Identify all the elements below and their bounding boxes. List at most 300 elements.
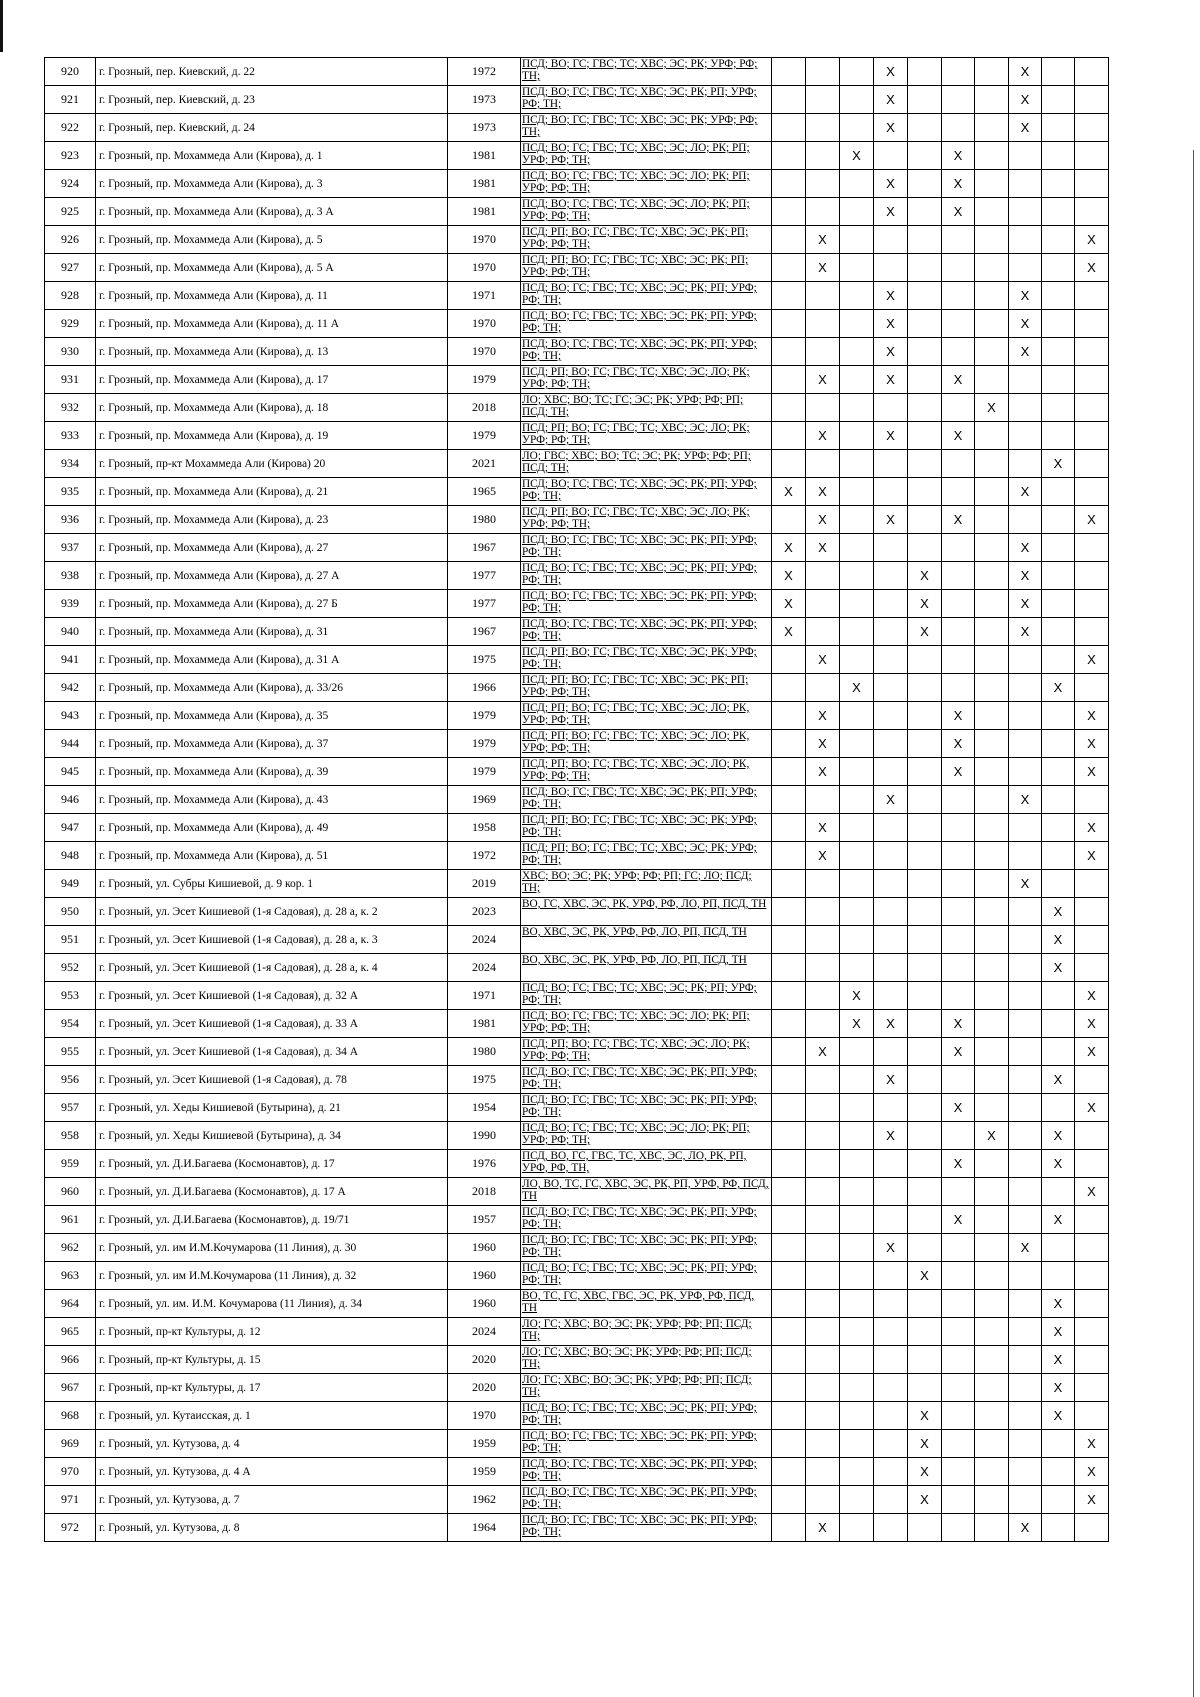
build-year: 1958 xyxy=(448,814,521,842)
work-mark-cell xyxy=(942,338,975,366)
work-mark-cell xyxy=(908,674,942,702)
work-mark-cell xyxy=(942,282,975,310)
row-number: 928 xyxy=(45,282,96,310)
work-mark-cell xyxy=(1009,898,1042,926)
work-mark-cell xyxy=(1009,1318,1042,1346)
work-mark-cell xyxy=(1009,226,1042,254)
work-mark-cell xyxy=(908,450,942,478)
work-mark-cell: X xyxy=(1075,730,1109,758)
work-mark-cell: X xyxy=(1009,786,1042,814)
work-mark-cell xyxy=(772,198,806,226)
work-mark-cell xyxy=(806,282,840,310)
work-mark-cell xyxy=(908,422,942,450)
work-mark-cell xyxy=(840,814,874,842)
row-number: 948 xyxy=(45,842,96,870)
table-row xyxy=(45,254,1109,282)
building-address: г. Грозный, пр. Мохаммеда Али (Кирова), д. 49 xyxy=(96,814,448,842)
service-list: ПСД; ВО; ГС; ГВС; ТС; ХВС; ЭС; РК; РП; УРФ; РФ; ТН; xyxy=(521,1486,772,1514)
work-mark-cell xyxy=(772,58,806,86)
work-mark-cell: X xyxy=(806,534,840,562)
build-year: 2018 xyxy=(448,1178,521,1206)
service-list: ПСД; ВО; ГС; ГВС; ТС; ХВС; ЭС; РК; РП; УРФ; РФ; ТН; xyxy=(521,282,772,310)
work-mark-cell xyxy=(1075,478,1109,506)
work-mark-cell xyxy=(840,534,874,562)
work-mark-cell: X xyxy=(1075,646,1109,674)
work-mark-cell xyxy=(908,758,942,786)
table-row xyxy=(45,1430,1109,1458)
work-mark-cell: X xyxy=(874,58,908,86)
build-year: 1973 xyxy=(448,114,521,142)
work-mark-cell xyxy=(840,758,874,786)
work-mark-cell: X xyxy=(942,142,975,170)
build-year: 1979 xyxy=(448,366,521,394)
table-row xyxy=(45,786,1109,814)
row-number: 924 xyxy=(45,170,96,198)
service-list: ПСД; ВО; ГС; ГВС; ТС; ХВС; ЭС; РК; УРФ; РФ; ТН; xyxy=(521,114,772,142)
building-address: г. Грозный, пр-кт Культуры, д. 12 xyxy=(96,1318,448,1346)
row-number: 930 xyxy=(45,338,96,366)
work-mark-cell: X xyxy=(942,198,975,226)
work-mark-cell xyxy=(1075,86,1109,114)
work-mark-cell xyxy=(840,1486,874,1514)
work-mark-cell: X xyxy=(1009,618,1042,646)
table-row xyxy=(45,142,1109,170)
work-mark-cell xyxy=(806,562,840,590)
work-mark-cell xyxy=(908,926,942,954)
service-list: ПСД; РП; ВО; ГС; ГВС; ТС; ХВС; ЭС; ЛО; РК, УРФ; РФ; ТН; xyxy=(521,702,772,730)
work-mark-cell xyxy=(1042,758,1075,786)
work-mark-cell xyxy=(908,1206,942,1234)
table-row xyxy=(45,1318,1109,1346)
row-number: 964 xyxy=(45,1290,96,1318)
row-number: 933 xyxy=(45,422,96,450)
work-mark-cell xyxy=(840,646,874,674)
work-mark-cell: X xyxy=(942,170,975,198)
work-mark-cell xyxy=(1009,506,1042,534)
work-mark-cell xyxy=(908,366,942,394)
work-mark-cell xyxy=(975,366,1009,394)
build-year: 1980 xyxy=(448,1038,521,1066)
row-number: 939 xyxy=(45,590,96,618)
row-number: 953 xyxy=(45,982,96,1010)
work-mark-cell xyxy=(975,926,1009,954)
work-mark-cell xyxy=(1042,1486,1075,1514)
work-mark-cell: X xyxy=(942,366,975,394)
work-mark-cell xyxy=(772,86,806,114)
work-mark-cell xyxy=(908,954,942,982)
work-mark-cell xyxy=(840,590,874,618)
service-list: ЛО; ГС; ХВС; ВО; ЭС; РК; УРФ; РФ; РП; ПСД; ТН; xyxy=(521,1346,772,1374)
service-list: ПСД; ВО; ГС; ГВС; ТС; ХВС; ЭС; РК; РП; УРФ; РФ; ТН; xyxy=(521,786,772,814)
work-mark-cell xyxy=(1075,1514,1109,1542)
work-mark-cell xyxy=(1009,1178,1042,1206)
work-mark-cell xyxy=(874,1402,908,1430)
work-mark-cell xyxy=(840,198,874,226)
work-mark-cell: X xyxy=(942,1094,975,1122)
service-list: ПСД; ВО; ГС; ГВС; ТС; ХВС; ЭС; РК; РП; УРФ; РФ; ТН; xyxy=(521,1094,772,1122)
row-number: 921 xyxy=(45,86,96,114)
work-mark-cell: X xyxy=(874,114,908,142)
work-mark-cell xyxy=(840,310,874,338)
build-year: 1981 xyxy=(448,142,521,170)
work-mark-cell xyxy=(874,982,908,1010)
building-address: г. Грозный, пр. Мохаммеда Али (Кирова), д. 18 xyxy=(96,394,448,422)
work-mark-cell: X xyxy=(1075,982,1109,1010)
work-mark-cell: X xyxy=(942,422,975,450)
work-mark-cell xyxy=(908,730,942,758)
building-address: г. Грозный, пр. Мохаммеда Али (Кирова), д. 27 Б xyxy=(96,590,448,618)
row-number: 936 xyxy=(45,506,96,534)
work-mark-cell xyxy=(806,1430,840,1458)
build-year: 2021 xyxy=(448,450,521,478)
work-mark-cell xyxy=(975,618,1009,646)
work-mark-cell xyxy=(772,1234,806,1262)
building-address: г. Грозный, пр. Мохаммеда Али (Кирова), д. 35 xyxy=(96,702,448,730)
work-mark-cell xyxy=(1042,1010,1075,1038)
work-mark-cell: X xyxy=(1075,1038,1109,1066)
work-mark-cell: X xyxy=(1075,506,1109,534)
table-row xyxy=(45,1486,1109,1514)
work-mark-cell: X xyxy=(772,478,806,506)
work-mark-cell xyxy=(908,1178,942,1206)
work-mark-cell xyxy=(1042,142,1075,170)
work-mark-cell xyxy=(975,758,1009,786)
work-mark-cell xyxy=(874,1486,908,1514)
work-mark-cell xyxy=(772,282,806,310)
work-mark-cell xyxy=(806,1234,840,1262)
work-mark-cell xyxy=(1075,618,1109,646)
work-mark-cell xyxy=(975,1318,1009,1346)
work-mark-cell xyxy=(772,1514,806,1542)
work-mark-cell: X xyxy=(874,86,908,114)
work-mark-cell xyxy=(975,562,1009,590)
work-mark-cell xyxy=(1009,422,1042,450)
work-mark-cell: X xyxy=(942,1150,975,1178)
work-mark-cell xyxy=(975,254,1009,282)
work-mark-cell: X xyxy=(1009,590,1042,618)
work-mark-cell xyxy=(874,478,908,506)
service-list: ПСД; РП; ВО; ГС; ГВС; ТС; ХВС; ЭС; РК; УРФ; РФ; ТН; xyxy=(521,842,772,870)
work-mark-cell xyxy=(975,590,1009,618)
work-mark-cell xyxy=(874,730,908,758)
building-address: г. Грозный, пр. Мохаммеда Али (Кирова), д. 43 xyxy=(96,786,448,814)
work-mark-cell xyxy=(1042,842,1075,870)
building-address: г. Грозный, пр. Мохаммеда Али (Кирова), д. 3 А xyxy=(96,198,448,226)
service-list: ЛО; ГС; ХВС; ВО; ЭС; РК; УРФ; РФ; РП; ПСД; ТН; xyxy=(521,1318,772,1346)
work-mark-cell xyxy=(1009,1150,1042,1178)
work-mark-cell xyxy=(1009,394,1042,422)
work-mark-cell xyxy=(942,1402,975,1430)
table-row xyxy=(45,1010,1109,1038)
work-mark-cell: X xyxy=(1042,1290,1075,1318)
work-mark-cell xyxy=(874,254,908,282)
service-list: ПСД; ВО; ГС; ГВС; ТС; ХВС; ЭС; РК; РП; УРФ; РФ; ТН; xyxy=(521,1458,772,1486)
work-mark-cell xyxy=(975,814,1009,842)
work-mark-cell xyxy=(908,534,942,562)
registry-body xyxy=(45,58,1109,1542)
work-mark-cell xyxy=(908,86,942,114)
work-mark-cell: X xyxy=(1042,898,1075,926)
work-mark-cell xyxy=(1009,142,1042,170)
work-mark-cell xyxy=(1075,394,1109,422)
table-row xyxy=(45,198,1109,226)
work-mark-cell xyxy=(1042,1262,1075,1290)
work-mark-cell xyxy=(1042,982,1075,1010)
work-mark-cell xyxy=(1075,58,1109,86)
work-mark-cell xyxy=(840,898,874,926)
work-mark-cell xyxy=(840,702,874,730)
service-list: ЛО; ХВС; ВО; ТС; ГС; ЭС; РК; УРФ; РФ; РП; ПСД; ТН; xyxy=(521,394,772,422)
work-mark-cell xyxy=(772,758,806,786)
work-mark-cell xyxy=(840,478,874,506)
work-mark-cell: X xyxy=(874,366,908,394)
work-mark-cell xyxy=(772,1010,806,1038)
work-mark-cell: X xyxy=(1042,954,1075,982)
building-address: г. Грозный, пр. Мохаммеда Али (Кирова), д. 11 А xyxy=(96,310,448,338)
work-mark-cell xyxy=(975,1150,1009,1178)
work-mark-cell xyxy=(806,1066,840,1094)
work-mark-cell xyxy=(975,730,1009,758)
work-mark-cell xyxy=(874,1150,908,1178)
work-mark-cell xyxy=(975,1234,1009,1262)
table-row xyxy=(45,478,1109,506)
build-year: 1967 xyxy=(448,618,521,646)
building-address: г. Грозный, пр. Мохаммеда Али (Кирова), д. 31 А xyxy=(96,646,448,674)
work-mark-cell xyxy=(975,478,1009,506)
build-year: 1990 xyxy=(448,1122,521,1150)
work-mark-cell xyxy=(975,870,1009,898)
row-number: 962 xyxy=(45,1234,96,1262)
row-number: 967 xyxy=(45,1374,96,1402)
work-mark-cell xyxy=(772,786,806,814)
service-list: ПСД; ВО; ГС; ГВС; ТС; ХВС; ЭС; РК; РП; УРФ; РФ; ТН; xyxy=(521,1514,772,1542)
service-list: ПСД; ВО; ГС; ГВС; ТС; ХВС; ЭС; РК; РП; УРФ; РФ; ТН; xyxy=(521,590,772,618)
service-list: ВО, ГС, ХВС, ЭС, РК, УРФ, РФ, ЛО, РП, ПСД, ТН xyxy=(521,898,772,926)
work-mark-cell: X xyxy=(908,1430,942,1458)
work-mark-cell: X xyxy=(874,422,908,450)
work-mark-cell xyxy=(1075,1262,1109,1290)
row-number: 941 xyxy=(45,646,96,674)
build-year: 2020 xyxy=(448,1346,521,1374)
row-number: 963 xyxy=(45,1262,96,1290)
row-number: 929 xyxy=(45,310,96,338)
table-row xyxy=(45,394,1109,422)
work-mark-cell xyxy=(975,282,1009,310)
table-row xyxy=(45,1066,1109,1094)
work-mark-cell xyxy=(874,1430,908,1458)
work-mark-cell: X xyxy=(1075,1486,1109,1514)
work-mark-cell xyxy=(772,702,806,730)
work-mark-cell xyxy=(772,394,806,422)
work-mark-cell xyxy=(806,1458,840,1486)
work-mark-cell: X xyxy=(942,1038,975,1066)
work-mark-cell xyxy=(840,786,874,814)
table-row xyxy=(45,982,1109,1010)
table-row xyxy=(45,1038,1109,1066)
work-mark-cell: X xyxy=(1042,1066,1075,1094)
work-mark-cell: X xyxy=(806,506,840,534)
building-address: г. Грозный, пр. Мохаммеда Али (Кирова), д. 51 xyxy=(96,842,448,870)
work-mark-cell xyxy=(806,1318,840,1346)
work-mark-cell: X xyxy=(874,198,908,226)
work-mark-cell xyxy=(975,982,1009,1010)
row-number: 965 xyxy=(45,1318,96,1346)
work-mark-cell xyxy=(1075,1066,1109,1094)
service-list: ПСД; ВО; ГС; ГВС; ТС; ХВС; ЭС; ЛО; РК; РП; УРФ; РФ; ТН; xyxy=(521,142,772,170)
work-mark-cell xyxy=(806,1486,840,1514)
building-address: г. Грозный, пр. Мохаммеда Али (Кирова), д. 1 xyxy=(96,142,448,170)
work-mark-cell xyxy=(1075,282,1109,310)
work-mark-cell xyxy=(1009,170,1042,198)
work-mark-cell: X xyxy=(1075,1458,1109,1486)
work-mark-cell xyxy=(806,786,840,814)
work-mark-cell xyxy=(840,562,874,590)
work-mark-cell xyxy=(1009,1094,1042,1122)
work-mark-cell xyxy=(975,58,1009,86)
build-year: 1960 xyxy=(448,1262,521,1290)
work-mark-cell xyxy=(874,142,908,170)
work-mark-cell xyxy=(806,1374,840,1402)
work-mark-cell xyxy=(806,1150,840,1178)
work-mark-cell xyxy=(1075,338,1109,366)
work-mark-cell xyxy=(975,450,1009,478)
work-mark-cell xyxy=(806,1178,840,1206)
work-mark-cell xyxy=(908,814,942,842)
row-number: 957 xyxy=(45,1094,96,1122)
work-mark-cell: X xyxy=(772,534,806,562)
building-address: г. Грозный, пр. Мохаммеда Али (Кирова), д. 11 xyxy=(96,282,448,310)
work-mark-cell xyxy=(1075,1206,1109,1234)
work-mark-cell xyxy=(874,1458,908,1486)
row-number: 942 xyxy=(45,674,96,702)
work-mark-cell xyxy=(908,310,942,338)
service-list: ПСД; РП; ВО; ГС; ГВС; ТС; ХВС; ЭС; ЛО; РК, УРФ; РФ; ТН; xyxy=(521,758,772,786)
work-mark-cell xyxy=(942,1066,975,1094)
service-list: ВО, ХВС, ЭС, РК, УРФ, РФ, ЛО, РП, ПСД, ТН xyxy=(521,954,772,982)
building-address: г. Грозный, ул. Кутузова, д. 7 xyxy=(96,1486,448,1514)
work-mark-cell xyxy=(772,1346,806,1374)
work-mark-cell: X xyxy=(1009,86,1042,114)
work-mark-cell xyxy=(840,1458,874,1486)
work-mark-cell xyxy=(772,1038,806,1066)
table-row xyxy=(45,814,1109,842)
work-mark-cell xyxy=(1075,870,1109,898)
work-mark-cell xyxy=(908,1094,942,1122)
build-year: 1977 xyxy=(448,590,521,618)
work-mark-cell: X xyxy=(806,702,840,730)
row-number: 956 xyxy=(45,1066,96,1094)
work-mark-cell xyxy=(874,562,908,590)
build-year: 1972 xyxy=(448,58,521,86)
work-mark-cell xyxy=(806,170,840,198)
work-mark-cell xyxy=(942,1122,975,1150)
work-mark-cell: X xyxy=(1042,1374,1075,1402)
row-number: 926 xyxy=(45,226,96,254)
work-mark-cell xyxy=(772,338,806,366)
work-mark-cell xyxy=(1075,1318,1109,1346)
row-number: 969 xyxy=(45,1430,96,1458)
table-row xyxy=(45,1122,1109,1150)
work-mark-cell xyxy=(975,226,1009,254)
work-mark-cell xyxy=(1042,562,1075,590)
work-mark-cell: X xyxy=(1042,1206,1075,1234)
row-number: 925 xyxy=(45,198,96,226)
work-mark-cell: X xyxy=(772,590,806,618)
table-row xyxy=(45,926,1109,954)
service-list: ПСД; ВО; ГС; ГВС; ТС; ХВС; ЭС; РК; РП; УРФ; РФ; ТН; xyxy=(521,338,772,366)
work-mark-cell xyxy=(874,842,908,870)
work-mark-cell: X xyxy=(1075,254,1109,282)
work-mark-cell xyxy=(1009,674,1042,702)
table-row xyxy=(45,758,1109,786)
work-mark-cell xyxy=(874,870,908,898)
work-mark-cell xyxy=(908,226,942,254)
work-mark-cell xyxy=(908,1234,942,1262)
work-mark-cell: X xyxy=(1075,1094,1109,1122)
service-list: ПСД; РП; ВО; ГС; ГВС; ТС; ХВС; ЭС; РК; РП; УРФ; РФ; ТН; xyxy=(521,254,772,282)
work-mark-cell: X xyxy=(806,842,840,870)
work-mark-cell: X xyxy=(806,254,840,282)
build-year: 1979 xyxy=(448,422,521,450)
table-row xyxy=(45,1206,1109,1234)
build-year: 2024 xyxy=(448,954,521,982)
work-mark-cell xyxy=(975,1374,1009,1402)
work-mark-cell xyxy=(942,870,975,898)
work-mark-cell: X xyxy=(1009,114,1042,142)
work-mark-cell xyxy=(1042,814,1075,842)
work-mark-cell xyxy=(908,1150,942,1178)
work-mark-cell xyxy=(874,394,908,422)
work-mark-cell: X xyxy=(1075,702,1109,730)
work-mark-cell: X xyxy=(1042,1346,1075,1374)
work-mark-cell xyxy=(975,534,1009,562)
work-mark-cell xyxy=(1075,142,1109,170)
work-mark-cell xyxy=(1009,1038,1042,1066)
work-mark-cell xyxy=(874,534,908,562)
building-address: г. Грозный, ул. Эсет Кишиевой (1-я Садовая), д. 28 а, к. 3 xyxy=(96,926,448,954)
row-number: 951 xyxy=(45,926,96,954)
work-mark-cell xyxy=(1009,730,1042,758)
work-mark-cell xyxy=(1042,58,1075,86)
work-mark-cell xyxy=(942,590,975,618)
work-mark-cell xyxy=(1075,1402,1109,1430)
service-list: ПСД; ВО; ГС; ГВС; ТС; ХВС; ЭС; ЛО; РК; РП; УРФ; РФ; ТН; xyxy=(521,1010,772,1038)
work-mark-cell: X xyxy=(806,226,840,254)
building-address: г. Грозный, пр. Мохаммеда Али (Кирова), д. 23 xyxy=(96,506,448,534)
work-mark-cell xyxy=(772,1374,806,1402)
work-mark-cell xyxy=(840,1374,874,1402)
work-mark-cell xyxy=(1042,646,1075,674)
work-mark-cell xyxy=(840,1234,874,1262)
work-mark-cell xyxy=(1042,394,1075,422)
work-mark-cell xyxy=(908,1374,942,1402)
work-mark-cell xyxy=(975,422,1009,450)
build-year: 1971 xyxy=(448,282,521,310)
work-mark-cell: X xyxy=(942,506,975,534)
building-registry-table xyxy=(44,57,1109,1542)
service-list: ПСД; РП; ВО; ГС; ГВС; ТС; ХВС; ЭС; ЛО; РК; УРФ; РФ; ТН; xyxy=(521,366,772,394)
work-mark-cell xyxy=(908,870,942,898)
work-mark-cell xyxy=(840,1206,874,1234)
work-mark-cell xyxy=(840,226,874,254)
work-mark-cell xyxy=(975,142,1009,170)
work-mark-cell xyxy=(975,1486,1009,1514)
building-address: г. Грозный, ул. Д.И.Багаева (Космонавтов), д. 19/71 xyxy=(96,1206,448,1234)
work-mark-cell xyxy=(1042,1514,1075,1542)
work-mark-cell xyxy=(975,310,1009,338)
service-list: ПСД; РП; ВО; ГС; ГВС; ТС; ХВС; ЭС; ЛО; РК, УРФ; РФ; ТН; xyxy=(521,730,772,758)
row-number: 952 xyxy=(45,954,96,982)
